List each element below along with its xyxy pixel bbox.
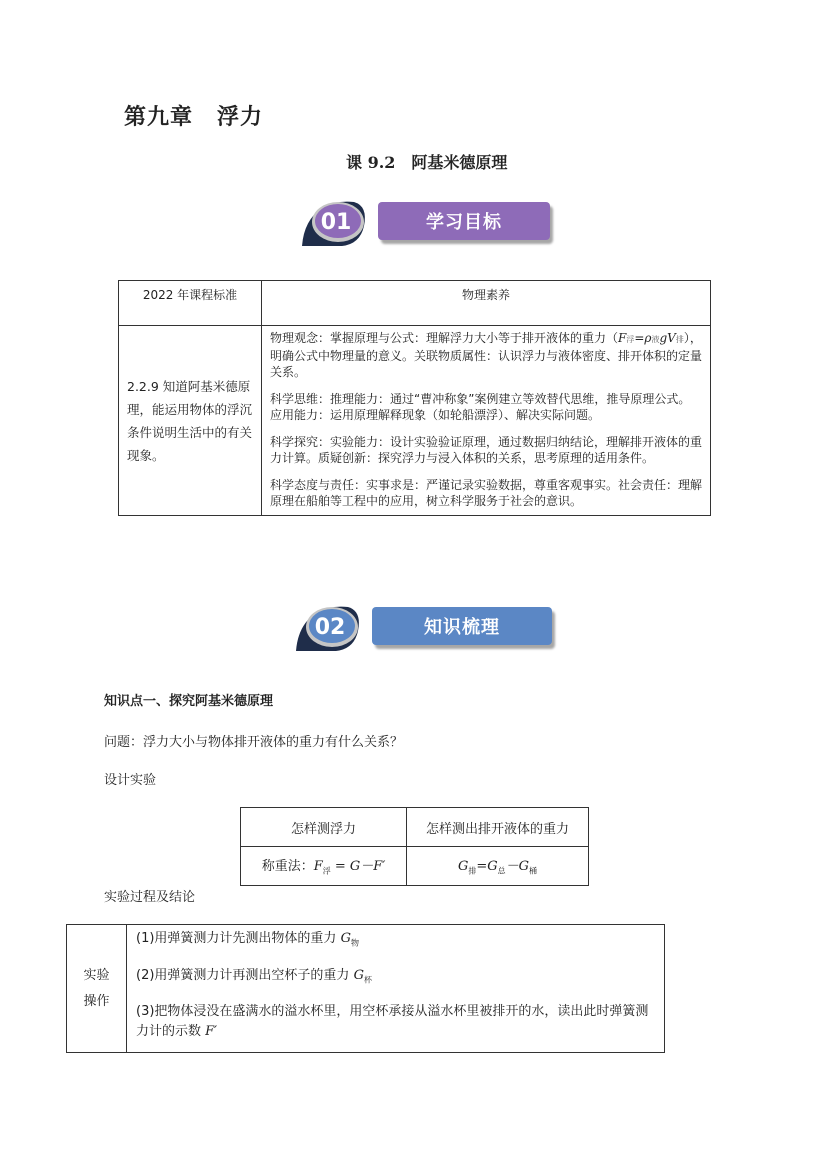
literacy-item: 科学探究：实验能力：设计实验验证原理，通过数据归纳结论，理解排开液体的重力计算。质疑创新：探究浮力与浸入体积的关系，思考原理的适用条件。 — [270, 435, 703, 465]
question-text: 问题：浮力大小与物体排开液体的重力有什么关系？ — [104, 735, 404, 750]
table-header: 怎样测出排开液体的重力 — [407, 808, 589, 847]
literacy-item: 科学思维：推理能力：通过“曹冲称象”案例建立等效替代思维，推导原理公式。应用能力：运用原理解释现象（如轮船漂浮）、解决实际问题。 — [270, 392, 691, 422]
table-row — [67, 925, 665, 1053]
standards-table — [118, 280, 711, 516]
section-number: 02 — [314, 615, 346, 640]
literacy-item: 物理观念：掌握原理与公式：理解浮力大小等于排开液体的重力（F浮=ρ液gV排），明确公式中物理量的意义。关联物质属性：认识浮力与液体密度、排开体积的定量关系。 — [270, 331, 703, 379]
table-header-row — [241, 808, 589, 847]
section-title: 知识梳理 — [372, 607, 552, 645]
chapter-name: 浮力 — [217, 104, 264, 130]
step-item: (3)把物体浸没在盛满水的溢水杯里，用空杯承接从溢水杯里被排开的水，读出此时弹簧测力计的示数 F′ — [136, 1004, 649, 1040]
lesson-title: 课 9.2 阿基米德原理 — [346, 153, 508, 172]
table-header: 物理素养 — [262, 281, 711, 326]
table-row — [119, 326, 711, 516]
displaced-weight-formula: $G_排=G_总-G_桶$ — [407, 847, 589, 886]
curriculum-standard: 2.2.9 知道阿基米德原理，能运用物体的浮沉条件说明生活中的有关现象。 — [119, 326, 262, 516]
chapter-title — [124, 100, 263, 131]
step-item: (1)用弹簧测力计先测出物体的重力 $G_物$ — [136, 931, 359, 948]
design-label: 设计实验 — [104, 773, 157, 788]
chapter-number: 第九章 — [124, 104, 194, 130]
table-header-row — [119, 281, 711, 326]
knowledge-point-title: 知识点一、探究阿基米德原理 — [104, 694, 274, 709]
operations-table — [66, 924, 665, 1053]
table-header: 2022 年课程标准 — [119, 281, 262, 326]
operations-label: 实验 操作 — [67, 925, 127, 1053]
operations-steps — [127, 925, 665, 1053]
literacy-item: 科学态度与责任：实事求是：严谨记录实验数据，尊重客观事实。社会责任：理解原理在船舶等工程中的应用，树立科学服务于社会的意识。 — [270, 478, 703, 508]
buoyancy-formula: 称重法：$F_浮 = G-F'$ — [241, 847, 407, 886]
experiment-table — [240, 807, 589, 886]
section-number: 01 — [320, 210, 352, 235]
process-label: 实验过程及结论 — [104, 890, 196, 905]
table-header: 怎样测浮力 — [241, 808, 407, 847]
step-item: (2)用弹簧测力计再测出空杯子的重力 $G_杯$ — [136, 967, 372, 985]
literacy-list — [262, 326, 711, 516]
table-row — [241, 847, 589, 886]
section-title: 学习目标 — [378, 202, 550, 240]
